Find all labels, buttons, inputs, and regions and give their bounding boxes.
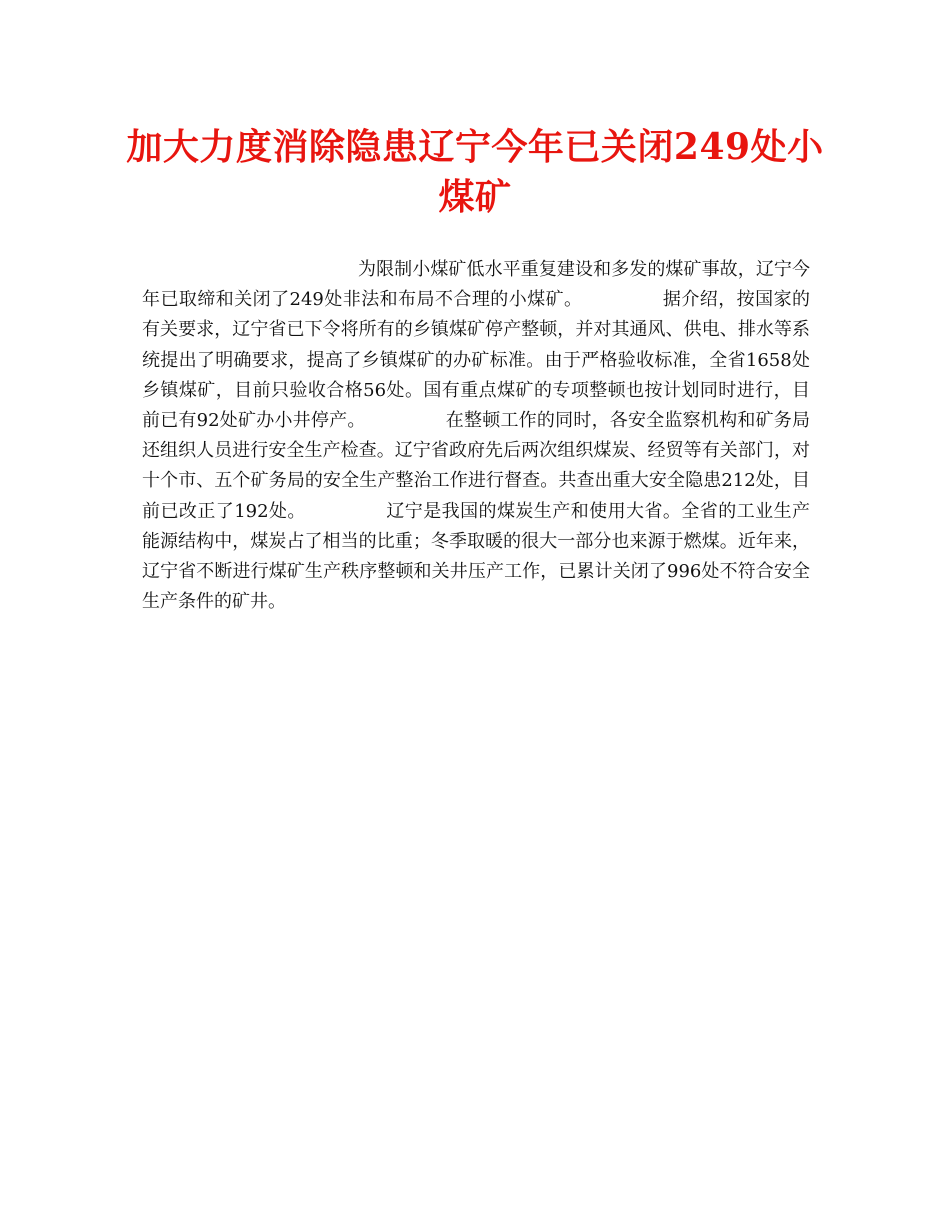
article-body [142,255,810,617]
paragraph-3: 在整顿工作的同时，各安全监察机构和矿务局还组织人员进行安全生产检查。辽宁省政府先后两次组织煤炭、经贸等有关部门，对十个市、五个矿务局的安全生产整治工作进行督查。共查出重大安全隐患212处，目前已改正了192处。 [142,410,811,522]
paragraph-4: 辽宁是我国的煤炭生产和使用大省。全省的工业生产能源结构中，煤炭占了相当的比重；冬季取暖的很大一部分也来源于燃煤。近年来，辽宁省不断进行煤矿生产秩序整顿和关井压产工作，已累计关闭了996处不符合安全生产条件的矿井。 [142,500,811,613]
paragraph-2: 据介绍，按国家的有关要求，辽宁省已下令将所有的乡镇煤矿停产整顿，并对其通风、供电、排水等系统提出了明确要求，提高了乡镇煤矿的办矿标准。由于严格验收标准，全省1658处乡镇煤矿，目前只验收合格56处。国有重点煤矿的专项整顿也按计划同时进行，目前已有92处矿办小井停产。 [142,289,811,432]
paragraph-1: 为限制小煤矿低水平重复建设和多发的煤矿事故，辽宁今年已取缔和关闭了249处非法和布局不合理的小煤矿。 [142,259,810,311]
document-title: 加大力度消除隐患辽宁今年已关闭249处小煤矿 [126,126,824,218]
